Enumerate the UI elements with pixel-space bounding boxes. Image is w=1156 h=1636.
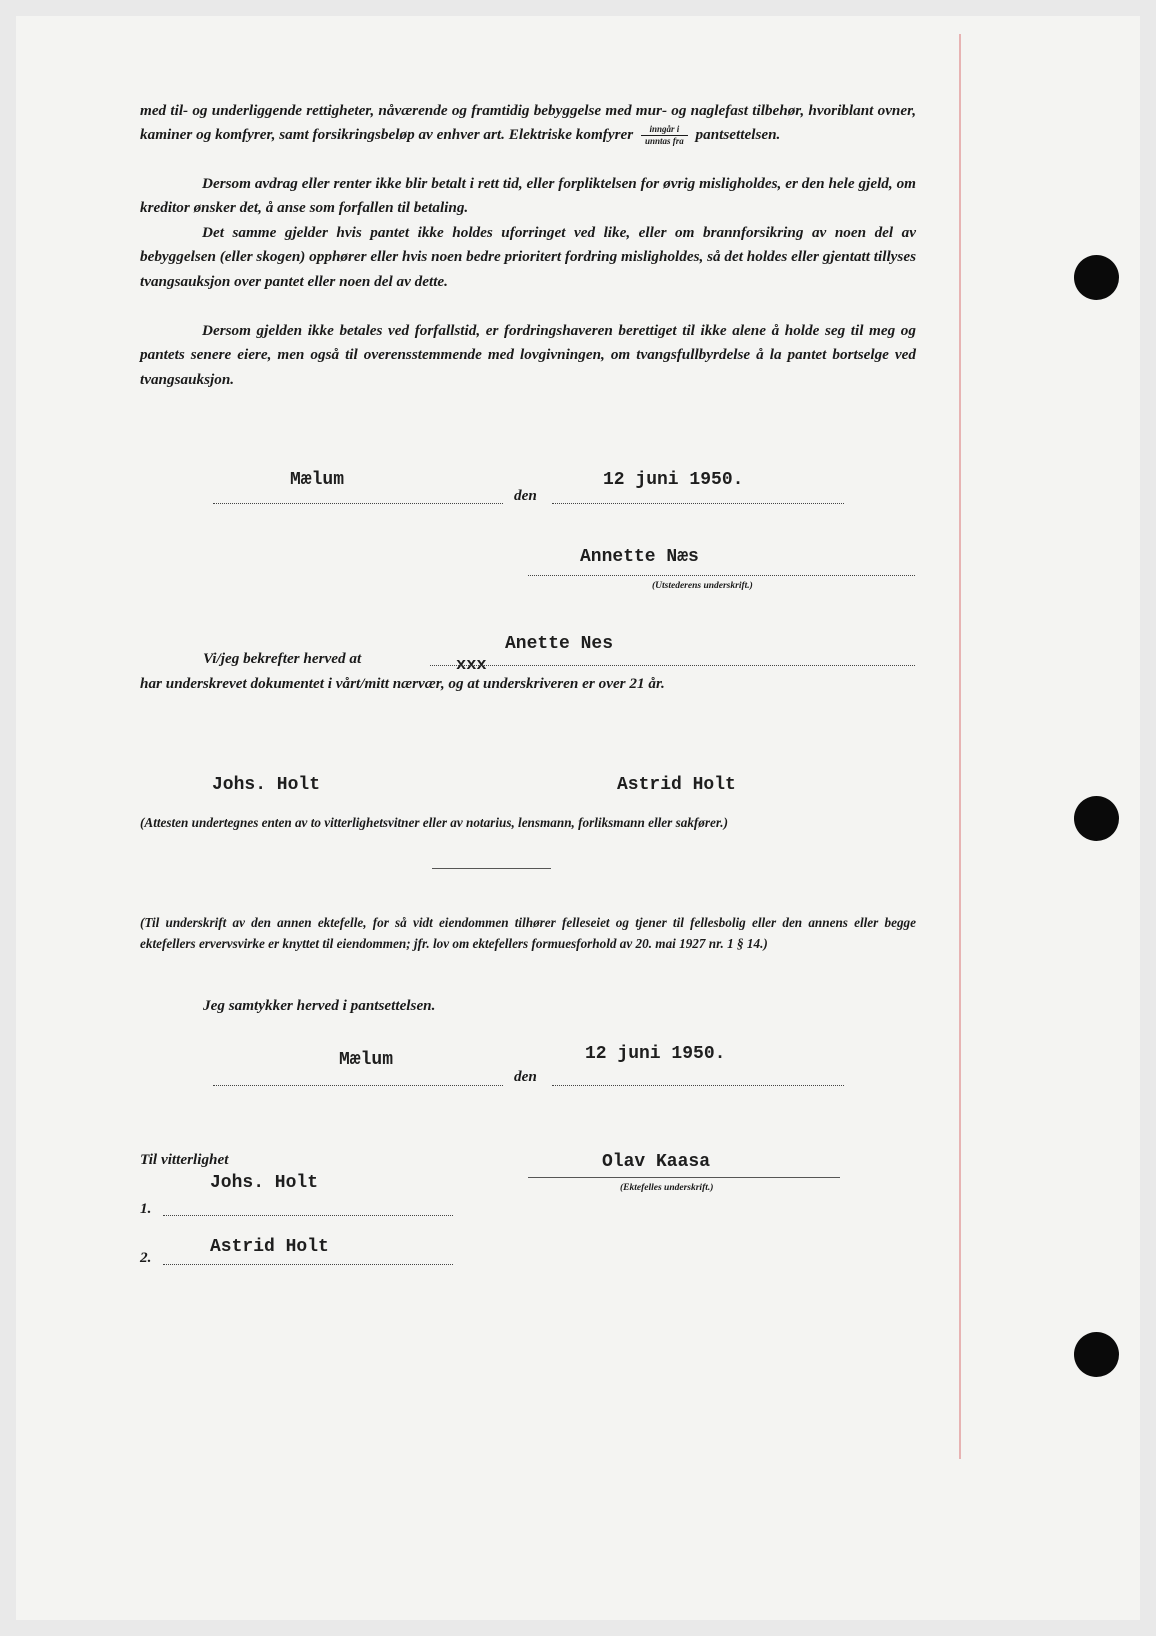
attest-note: (Attesten undertegnes enten av to vitterlighetsvitner eller av notarius, lensmann, forliksmann eller sakfører.) xyxy=(140,815,728,830)
witness-heading: Til vitterlighet xyxy=(140,1151,229,1168)
paragraph-rights-tail: pantsettelsen. xyxy=(695,126,781,144)
punch-hole xyxy=(1074,255,1119,300)
punch-hole xyxy=(1074,1332,1119,1377)
spouse-date: 12 juni 1950. xyxy=(585,1044,726,1064)
paragraph-insurance: Det samme gjelder hvis pantet ikke holdes uforringet ved like, eller om brannforsikring av noen del av bebyggelsen (eller skogen) opphører eller hvis noen bedre prioritert fordring misligholdes, så det holdes eller gjentatt tillyses tvangsauksjon over pantet eller noen del av dette. xyxy=(140,224,916,290)
margin-rule xyxy=(959,34,961,1459)
struck-out-mark: xxx xyxy=(456,656,487,675)
witness-1-line xyxy=(163,1215,453,1216)
paragraph-enforcement: Dersom gjelden ikke betales ved forfallstid, er fordringshaveren berettiget til ikke alene å holde seg til meg og pantets senere eiere, men også til overensstemmende med lovgivningen, om tvangsfullbyrdelse å la pantet bortselge ved tvangsauksjon. xyxy=(140,322,916,388)
witness-2-line xyxy=(163,1264,453,1265)
spouse-consent: Jeg samtykker herved i pantsettelsen. xyxy=(203,997,436,1014)
spouse-signature-line xyxy=(528,1177,840,1178)
issuer-date: 12 juni 1950. xyxy=(603,470,744,490)
spouse-witness-1: Johs. Holt xyxy=(210,1173,319,1193)
spouse-den-label: den xyxy=(514,1068,537,1085)
issuer-place: Mælum xyxy=(290,470,345,490)
spouse-note: (Til underskrift av den annen ektefelle, for så vidt eiendommen tilhører felleseiet og tjener til fellesbolig eller den annens eller begge ektefellers ervervsvirke er knyttet til eiendommen; jfr. lov om ektefellers formuesforhold av 20. mai 1927 nr. 1 § 14.) xyxy=(140,915,916,951)
punch-hole xyxy=(1074,796,1119,841)
den-label: den xyxy=(514,487,537,504)
spouse-place: Mælum xyxy=(339,1050,394,1070)
spouse-place-line xyxy=(213,1085,503,1086)
attest-statement: har underskrevet dokumentet i vårt/mitt nærvær, og at underskriveren er over 21 år. xyxy=(140,675,665,692)
issuer-signature-caption: (Utstederens underskrift.) xyxy=(652,581,753,591)
attest-witness-2: Astrid Holt xyxy=(617,775,736,795)
fraction-bottom: unntas fra xyxy=(644,136,684,147)
place-line xyxy=(213,503,503,504)
separator-rule xyxy=(432,868,551,869)
date-line xyxy=(552,503,844,504)
attest-name-line xyxy=(430,665,915,666)
witness-2-number: 2. xyxy=(140,1249,152,1266)
attest-witness-1: Johs. Holt xyxy=(212,775,321,795)
issuer-signature-line xyxy=(528,575,915,576)
paragraph-rights xyxy=(140,99,916,148)
paragraph-rights-text: med til- og underliggende rettigheter, nåværende og framtidig bebyggelse med mur- og naglefast tilbehør, hvoriblant ovner, kaminer og komfyrer, samt forsikringsbeløp av enhver art. Elektriske komfyrer xyxy=(140,102,916,144)
spouse-signature-caption: (Ektefelles underskrift.) xyxy=(620,1183,714,1193)
witness-1-number: 1. xyxy=(140,1200,152,1217)
spouse-signature: Olav Kaasa xyxy=(602,1152,711,1172)
spouse-witness-2: Astrid Holt xyxy=(210,1237,329,1257)
attested-name: Anette Nes xyxy=(505,634,614,654)
fraction-top: inngår i xyxy=(641,124,688,136)
spouse-date-line xyxy=(552,1085,844,1086)
attest-intro: Vi/jeg bekrefter herved at xyxy=(203,650,362,667)
issuer-signature: Annette Næs xyxy=(580,547,699,567)
paragraph-default: Dersom avdrag eller renter ikke blir betalt i rett tid, eller forpliktelsen for øvrig misligholdes, er den hele gjeld, om kreditor ønsker det, å anse som forfallen til betaling. xyxy=(140,175,916,217)
stove-clause-fraction xyxy=(641,124,688,147)
